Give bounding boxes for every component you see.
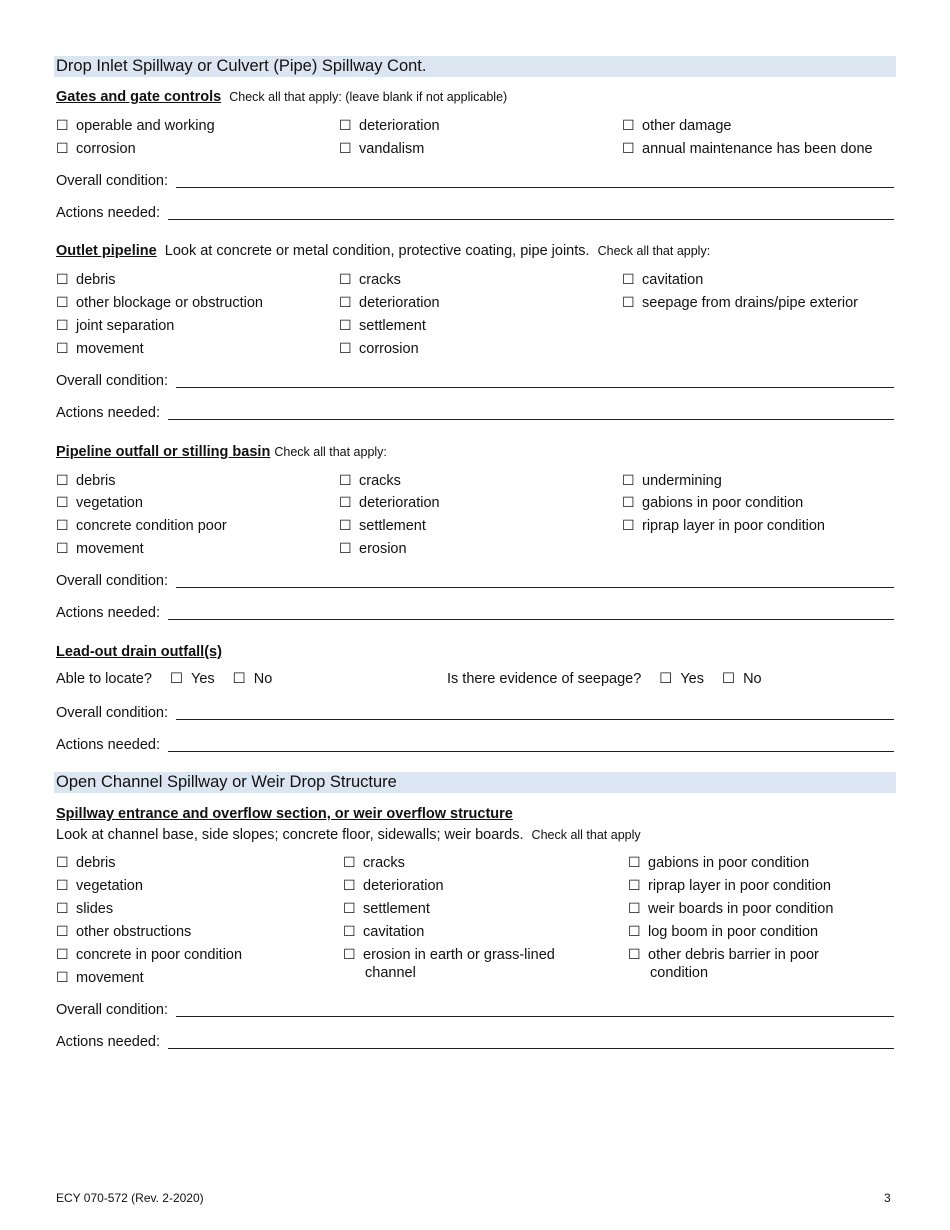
checkbox-option[interactable]: ☐ log boom in poor condition	[628, 923, 819, 940]
checkbox-icon[interactable]: ☐	[339, 340, 352, 356]
checkbox-icon[interactable]: ☐	[628, 854, 641, 870]
checkbox-icon[interactable]: ☐	[339, 317, 352, 333]
entrance-heading: Spillway entrance and overflow section, or weir overflow structure	[56, 806, 513, 822]
checkbox-option[interactable]: ☐ corrosion	[339, 340, 419, 357]
actions-needed-field[interactable]	[56, 602, 894, 622]
checkbox-icon[interactable]: ☐	[56, 517, 69, 533]
checkbox-icon[interactable]: ☐	[339, 540, 352, 556]
checkbox-option[interactable]: ☐ other obstructions	[56, 923, 192, 940]
checkbox-icon[interactable]: ☐	[56, 923, 69, 939]
checkbox-icon[interactable]: ☐	[56, 946, 69, 962]
checkbox-icon[interactable]: ☐	[622, 117, 635, 133]
actions-needed-label: Actions needed:	[56, 205, 160, 221]
actions-needed-line[interactable]	[168, 419, 894, 420]
checkbox-option[interactable]: ☐ erosion	[339, 540, 407, 557]
checkbox-icon[interactable]: ☐	[56, 117, 69, 133]
actions-needed-field[interactable]	[56, 202, 894, 222]
checkbox-icon[interactable]: ☐	[622, 517, 635, 533]
actions-needed-line[interactable]	[168, 751, 894, 752]
actions-needed-line[interactable]	[168, 219, 894, 221]
checkbox-option[interactable]: ☐ settlement	[339, 517, 426, 534]
checkbox-icon[interactable]: ☐	[56, 969, 69, 985]
page-number: 3	[884, 1191, 891, 1205]
overall-condition-line[interactable]	[176, 187, 894, 189]
outfall-instruction: Check all that apply:	[274, 445, 387, 459]
checkbox-icon[interactable]: ☐	[339, 117, 352, 133]
checkbox-icon[interactable]: ☐	[56, 494, 69, 510]
checkbox-icon[interactable]: ☐	[343, 923, 356, 939]
overall-condition-label: Overall condition:	[56, 173, 169, 189]
checkbox-option[interactable]: ☐ other damage	[622, 117, 732, 134]
overall-condition-field[interactable]	[56, 170, 894, 190]
checkbox-icon[interactable]: ☐	[659, 671, 673, 687]
checkbox-option[interactable]: ☐ concrete condition poor	[56, 517, 227, 534]
checkbox-icon[interactable]: ☐	[622, 140, 635, 156]
checkbox-icon[interactable]: ☐	[628, 923, 641, 939]
seepage-yes-label: Yes	[680, 671, 704, 687]
checkbox-option[interactable]: ☐ annual maintenance has been done	[622, 140, 873, 157]
actions-needed-label: Actions needed:	[56, 605, 160, 621]
checkbox-icon[interactable]: ☐	[622, 271, 635, 287]
checkbox-option[interactable]: ☐ settlement	[343, 900, 430, 917]
actions-needed-line[interactable]	[168, 619, 894, 620]
checkbox-icon[interactable]: ☐	[622, 294, 635, 310]
entrance-instruction: Check all that apply	[531, 828, 641, 842]
checkbox-option[interactable]: ☐ gabions in poor condition	[628, 854, 810, 871]
overall-condition-line[interactable]	[176, 719, 894, 720]
checkbox-icon[interactable]: ☐	[339, 294, 352, 310]
checkbox-icon[interactable]: ☐	[56, 472, 69, 488]
checkbox-option[interactable]: ☐ deterioration	[339, 117, 440, 134]
checkbox-option[interactable]: ☐ corrosion	[56, 140, 136, 157]
seepage-no-label: No	[743, 671, 762, 687]
overall-condition-field[interactable]	[56, 370, 894, 390]
checkbox-option[interactable]: ☐ debris	[56, 854, 116, 871]
seepage-question: Is there evidence of seepage?	[447, 671, 642, 687]
checkbox-option[interactable]: ☐ gabions in poor condition	[622, 494, 804, 511]
overall-condition-line[interactable]	[176, 1016, 894, 1018]
checkbox-option[interactable]: ☐ deterioration	[339, 294, 440, 311]
checkbox-icon[interactable]: ☐	[56, 317, 69, 333]
checkbox-icon[interactable]: ☐	[339, 271, 352, 287]
checkbox-option[interactable]: ☐ movement	[56, 340, 144, 357]
form-id: ECY 070-572 (Rev. 2-2020)	[56, 1191, 204, 1205]
entrance-description: Look at channel base, side slopes; concrete floor, sidewalls; weir boards.	[56, 827, 524, 843]
outfall-heading-row	[56, 443, 387, 461]
checkbox-option[interactable]: ☐ vandalism	[339, 140, 425, 157]
outlet-heading-row	[56, 242, 710, 260]
locate-question: Able to locate?	[56, 671, 152, 687]
checkbox-icon[interactable]: ☐	[56, 140, 69, 156]
actions-needed-field[interactable]	[56, 402, 894, 422]
checkbox-option[interactable]: ☐ movement	[56, 540, 144, 557]
section-header-open-channel: Open Channel Spillway or Weir Drop Structure	[54, 772, 896, 793]
checkbox-option[interactable]: ☐ debris	[56, 472, 116, 489]
checkbox-icon[interactable]: ☐	[343, 900, 356, 916]
outlet-heading: Outlet pipeline	[56, 243, 157, 259]
gates-heading-row	[56, 88, 507, 106]
checkbox-option[interactable]: ☐ other blockage or obstruction	[56, 294, 263, 311]
overall-condition-label: Overall condition:	[56, 705, 169, 721]
checkbox-option[interactable]: ☐ slides	[56, 900, 114, 917]
checkbox-icon[interactable]: ☐	[232, 671, 246, 687]
checkbox-icon[interactable]: ☐	[56, 854, 69, 870]
locate-question-row	[56, 670, 272, 688]
checkbox-icon[interactable]: ☐	[56, 900, 69, 916]
gates-heading: Gates and gate controls	[56, 89, 222, 105]
checkbox-icon[interactable]: ☐	[56, 540, 69, 556]
checkbox-option[interactable]: ☐ movement	[56, 969, 144, 986]
overall-condition-field[interactable]	[56, 570, 894, 590]
leadout-heading: Lead-out drain outfall(s)	[56, 644, 222, 660]
checkbox-option[interactable]: ☐ other debris barrier in poor condition	[628, 946, 819, 981]
checkbox-option[interactable]: ☐ riprap layer in poor condition	[622, 517, 825, 534]
checkbox-icon[interactable]: ☐	[628, 877, 641, 893]
overall-condition-line[interactable]	[176, 387, 894, 388]
overall-condition-label: Overall condition:	[56, 1002, 169, 1018]
outfall-heading: Pipeline outfall or stilling basin	[56, 444, 271, 460]
checkbox-option[interactable]: ☐ deterioration	[339, 494, 440, 511]
checkbox-option[interactable]: ☐ riprap layer in poor condition	[628, 877, 831, 894]
checkbox-option[interactable]: ☐ seepage from drains/pipe exterior	[622, 294, 859, 311]
checkbox-icon[interactable]: ☐	[343, 854, 356, 870]
checkbox-option[interactable]: ☐ erosion in earth or grass-lined channel	[343, 946, 555, 981]
entrance-description-row	[56, 826, 641, 844]
checkbox-option[interactable]: ☐ debris	[56, 271, 116, 288]
checkbox-option[interactable]: ☐ joint separation	[56, 317, 175, 334]
actions-needed-label: Actions needed:	[56, 737, 160, 753]
checkbox-icon[interactable]: ☐	[628, 946, 641, 962]
checkbox-icon[interactable]: ☐	[628, 900, 641, 916]
checkbox-icon[interactable]: ☐	[622, 494, 635, 510]
checkbox-option[interactable]: ☐ cracks	[343, 854, 405, 871]
checkbox-icon[interactable]: ☐	[343, 877, 356, 893]
checkbox-icon[interactable]: ☐	[722, 671, 735, 687]
checkbox-option[interactable]: ☐ cracks	[339, 271, 401, 288]
actions-needed-field[interactable]	[56, 1031, 894, 1051]
checkbox-option[interactable]: ☐ operable and working	[56, 117, 215, 134]
checkbox-option[interactable]: ☐ vegetation	[56, 877, 143, 894]
entrance-heading-row	[56, 805, 513, 823]
checkbox-option[interactable]: ☐ vegetation	[56, 494, 143, 511]
checkbox-icon[interactable]: ☐	[622, 472, 635, 488]
gates-instruction: Check all that apply: (leave blank if not applicable)	[229, 90, 508, 104]
checkbox-option[interactable]: ☐ cavitation	[622, 271, 704, 288]
checkbox-option[interactable]: ☐ settlement	[339, 317, 426, 334]
checkbox-icon[interactable]: ☐	[339, 140, 352, 156]
checkbox-icon[interactable]: ☐	[343, 946, 356, 962]
outlet-instruction: Check all that apply:	[597, 244, 711, 258]
checkbox-icon[interactable]: ☐	[339, 517, 352, 533]
locate-yes-label: Yes	[191, 671, 215, 687]
checkbox-option[interactable]: ☐ weir boards in poor condition	[628, 900, 834, 917]
actions-needed-label: Actions needed:	[56, 405, 160, 421]
checkbox-option[interactable]: ☐ cracks	[339, 472, 401, 489]
actions-needed-label: Actions needed:	[56, 1034, 160, 1050]
checkbox-icon[interactable]: ☐	[339, 472, 352, 488]
overall-condition-field[interactable]	[56, 999, 894, 1019]
checkbox-icon[interactable]: ☐	[56, 877, 69, 893]
checkbox-icon[interactable]: ☐	[56, 340, 69, 356]
actions-needed-line[interactable]	[168, 1048, 894, 1050]
checkbox-option[interactable]: ☐ undermining	[622, 472, 722, 489]
overall-condition-label: Overall condition:	[56, 573, 169, 589]
overall-condition-label: Overall condition:	[56, 373, 169, 389]
checkbox-icon[interactable]: ☐	[339, 494, 352, 510]
checkbox-option[interactable]: ☐ deterioration	[343, 877, 444, 894]
leadout-heading-row	[56, 643, 222, 661]
actions-needed-field[interactable]	[56, 734, 894, 754]
checkbox-option[interactable]: ☐ concrete in poor condition	[56, 946, 243, 963]
outlet-description: Look at concrete or metal condition, protective coating, pipe joints.	[164, 243, 590, 259]
checkbox-icon[interactable]: ☐	[56, 271, 69, 287]
checkbox-icon[interactable]: ☐	[169, 671, 183, 687]
seepage-question-row	[447, 670, 762, 688]
overall-condition-line[interactable]	[176, 587, 894, 588]
overall-condition-field[interactable]	[56, 702, 894, 722]
section-header-drop-inlet: Drop Inlet Spillway or Culvert (Pipe) Spillway Cont.	[54, 56, 896, 77]
locate-no-label: No	[253, 671, 273, 687]
checkbox-icon[interactable]: ☐	[56, 294, 69, 310]
checkbox-option[interactable]: ☐ cavitation	[343, 923, 425, 940]
